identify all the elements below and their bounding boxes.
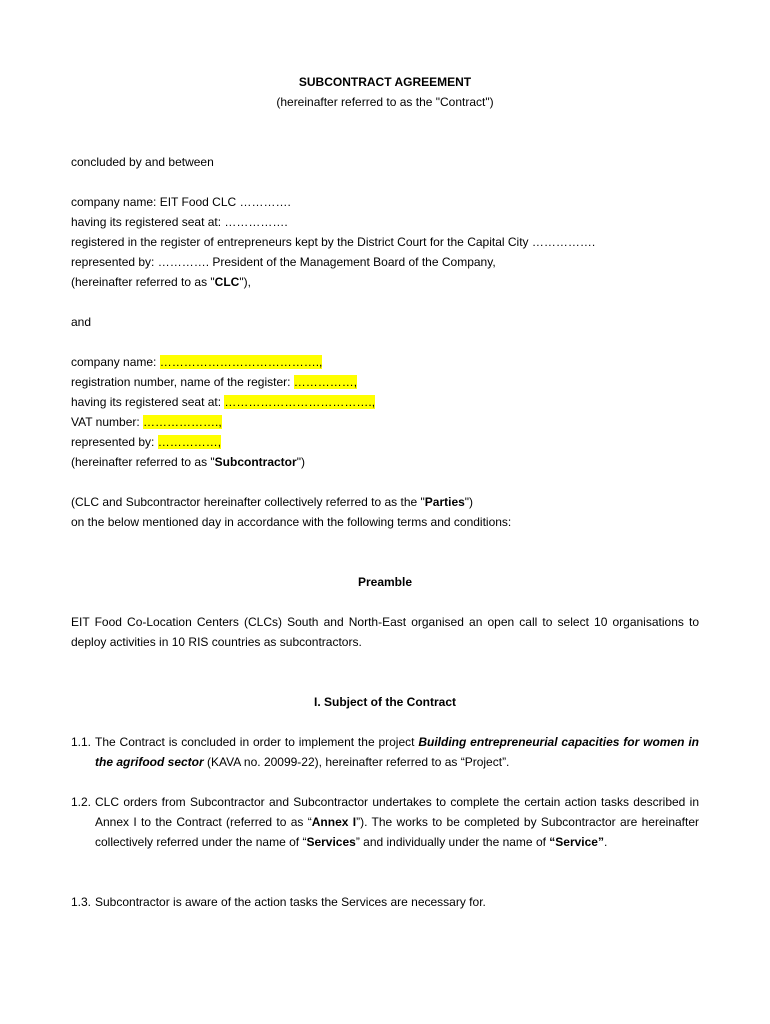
parties-term: Parties [424, 495, 465, 509]
clause-1-1 [71, 732, 699, 772]
registered-seat-field[interactable]: ………………………………., [224, 395, 376, 409]
clause-number: 1.1. [71, 735, 92, 749]
represented-by-field[interactable]: ……………, [157, 435, 222, 449]
vat-number-field[interactable]: ………………., [143, 415, 222, 429]
party2-reference-line [71, 452, 305, 472]
clause-text: ” and individually under the name of [355, 835, 550, 849]
ref-text: (hereinafter referred to as " [71, 455, 215, 469]
document-subtitle: (hereinafter referred to as the "Contract") [276, 95, 494, 109]
parties-line [71, 492, 473, 512]
party1-seat-line: having its registered seat at: ……………. [71, 215, 288, 229]
field-label: having its registered seat at: [71, 395, 225, 409]
document-title: SUBCONTRACT AGREEMENT [298, 75, 472, 89]
and-line: and [71, 315, 92, 329]
registration-number-field[interactable]: ……………, [293, 375, 358, 389]
clause-text: CLC orders from Subcontractor and Subcontractor undertakes to complete the certain action tasks described in Annex I to the Contract (referred to as “ [95, 795, 699, 829]
party2-seat-line [71, 392, 375, 412]
clause-number: 1.3. [71, 895, 92, 909]
party1-register-line: registered in the register of entrepreneurs kept by the District Court for the Capital City ……………. [71, 235, 596, 249]
section1-heading: I. Subject of the Contract [313, 695, 456, 709]
party2-regnum-line [71, 372, 357, 392]
terms-line: on the below mentioned day in accordance with the following terms and conditions: [71, 515, 512, 529]
party1-company-line: company name: EIT Food CLC …………. [71, 195, 291, 209]
ref-text: ") [296, 455, 305, 469]
ref-text: (hereinafter referred to as " [71, 275, 215, 289]
company-name-field[interactable]: …………………………………., [159, 355, 323, 369]
field-label: company name: [71, 355, 160, 369]
preamble-text: EIT Food Co-Location Centers (CLCs) South and North-East organised an open call to select 10 organisations to deploy activities in 10 RIS countries as subcontractors. [71, 615, 699, 649]
services-term: Services [306, 835, 356, 849]
clause-text: (KAVA no. 20099-22), hereinafter referred to as “Project”. [203, 755, 510, 769]
party1-reference-line [71, 272, 251, 292]
clause-text: Subcontractor is aware of the action tasks the Services are necessary for. [95, 895, 486, 909]
preamble-heading: Preamble [357, 575, 413, 589]
project-title: Building entrepreneurial capacities for women in the agrifood sector [95, 735, 699, 769]
ref-text: "), [239, 275, 251, 289]
ref-text: ") [464, 495, 474, 509]
clause-text: . [603, 835, 608, 849]
clause-text: The Contract is concluded in order to implement the project [95, 735, 419, 749]
party2-company-line [71, 352, 322, 372]
service-term: “Service” [549, 835, 604, 849]
party2-represented-line [71, 432, 221, 452]
annex-term: Annex I [311, 815, 357, 829]
clause-number: 1.2. [71, 795, 92, 809]
intro-line: concluded by and between [71, 155, 214, 169]
ref-text: (CLC and Subcontractor hereinafter collectively referred to as the " [71, 495, 425, 509]
party1-represented-line: represented by: …………. President of the Management Board of the Company, [71, 255, 496, 269]
party2-vat-line [71, 412, 222, 432]
clause-text: ”). The works to be completed by Subcontractor are hereinafter collectively referred under the name of “ [95, 815, 700, 849]
clause-1-3 [71, 892, 699, 912]
clause-1-2 [71, 792, 699, 852]
field-label: VAT number: [71, 415, 144, 429]
clc-term: CLC [214, 275, 240, 289]
subcontractor-term: Subcontractor [214, 455, 297, 469]
field-label: registration number, name of the register: [71, 375, 294, 389]
field-label: represented by: [71, 435, 158, 449]
